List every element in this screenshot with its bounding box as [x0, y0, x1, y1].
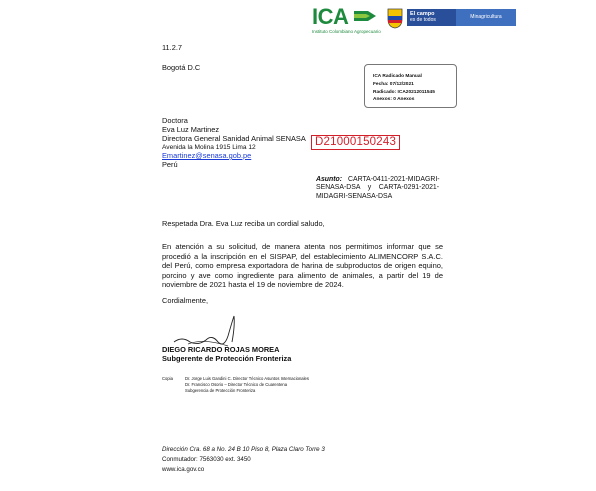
subject-block: [316, 176, 456, 201]
radicado-title: ICA Radicado Manual: [373, 74, 422, 79]
recipient-address: Avenida la Molina 1915 Lima 12: [162, 144, 256, 151]
ministry-badge: Minagricultura: [456, 9, 516, 26]
document-code: 11.2.7: [162, 43, 182, 52]
signer-title: Subgerente de Protección Fronteriza: [162, 354, 292, 363]
footer-phone: Conmutador: 7563030 ext. 3450: [162, 456, 251, 463]
copies-line3: Subgerencia de Protección Fronteriza: [185, 388, 256, 393]
recipient-country: Perú: [162, 160, 178, 169]
recipient-salutation: Doctora: [162, 116, 188, 125]
gov-campo-badge: [407, 9, 456, 26]
footer-address: Dirección Cra. 68 a No. 24 B 10 Piso 8, Plaza Claro Torre 3: [162, 446, 325, 453]
ica-subtitle: Instituto Colombiano Agropecuario: [312, 29, 381, 34]
radicado-stamp: D21000150243: [311, 135, 400, 150]
radicado-fecha: Fecha: 07/12/2021: [373, 81, 414, 87]
subject-label: Asunto:: [316, 176, 343, 183]
city-line: Bogotá D.C: [162, 63, 201, 72]
subject-line2: SENASA-DSA y CARTA-0291-2021-: [316, 184, 440, 192]
subject-line1: CARTA-0411-2021-MIDAGRI-: [348, 176, 440, 183]
ica-wordmark: ICA: [312, 4, 349, 29]
signer-name: DIEGO RICARDO ROJAS MOREA: [162, 345, 280, 354]
radicado-anexos: Anexos: 0 Anexos: [373, 97, 415, 103]
subject-line3: MIDAGRI-SENASA-DSA: [316, 192, 393, 200]
closing: Cordialmente,: [162, 296, 209, 305]
recipient-email-link[interactable]: Emartinez@senasa.gob.pe: [162, 151, 252, 160]
recipient-name: Eva Luz Martinez: [162, 125, 220, 134]
radicado-box: [364, 64, 457, 108]
copies-line1: Dr. Jorge Luis Gandini C. Director Técnico Asuntos Internacionales: [185, 376, 309, 381]
copies-line2: Dr. Francisco Osorio – Director Técnico de Cuarentena: [185, 382, 288, 387]
radicado-numero: Radicado: ICA20212011545: [373, 89, 435, 95]
gov-line1: El campo: [410, 11, 435, 17]
recipient-role: Directora General Sanidad Animal SENASA: [162, 134, 306, 143]
colombia-seal-icon: [386, 7, 404, 29]
footer-website-link[interactable]: www.ica.gov.co: [162, 466, 205, 473]
greeting: Respetada Dra. Eva Luz reciba un cordial saludo,: [162, 219, 325, 228]
copies-label: Copia: [162, 376, 173, 381]
ica-leaf-icon: [354, 9, 376, 23]
gov-line2: es de todos: [410, 17, 436, 23]
body-paragraph: En atención a su solicitud, de manera atenta nos permitimos informar que se procedió a la inscripción en el SISPAP, del establecimiento ALIMENCORP S.A.C. del Perú, como empresa exportadora de harina de subproductos de origen equino, porcino y ave como ingrediente para alimento de animales, a partir del 19 de noviembre de 2021 hasta el 19 de noviembre de 2024.: [162, 242, 443, 289]
